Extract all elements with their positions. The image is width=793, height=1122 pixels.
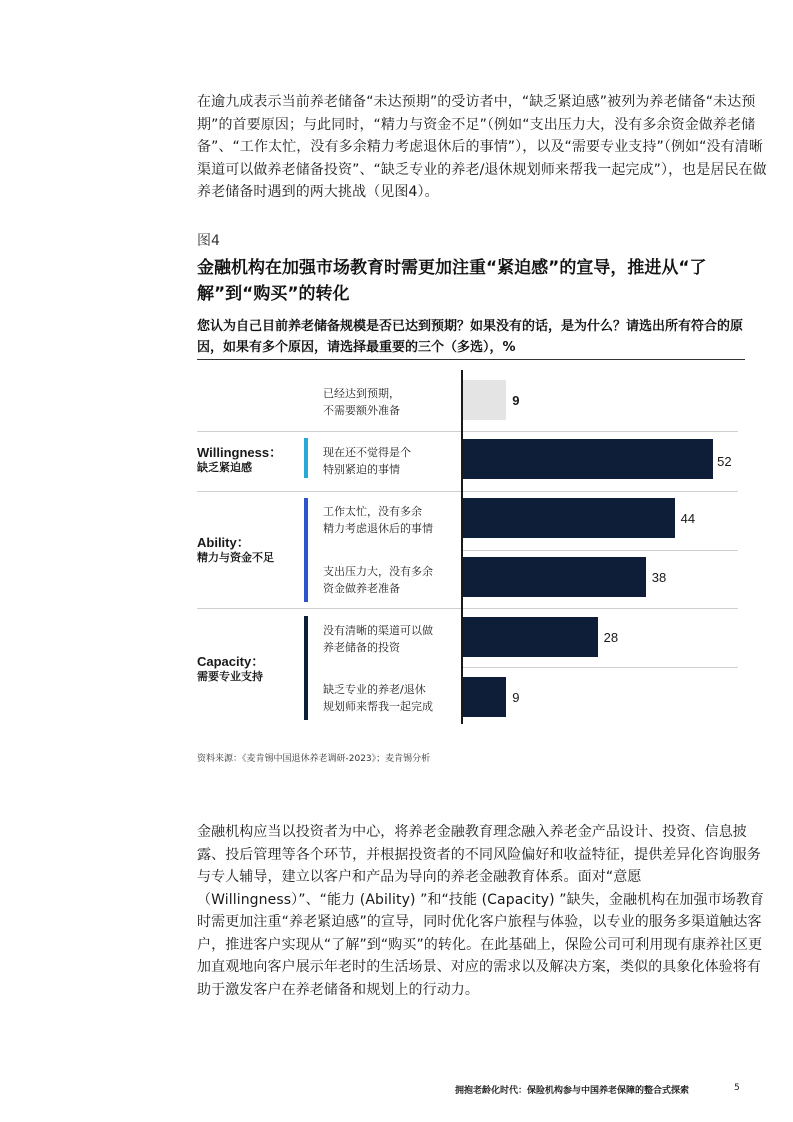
group-label-zh: 需要专业支持 xyxy=(197,670,263,683)
category-label-line: 支出压力大，没有多余 xyxy=(323,565,433,578)
footer-title: 拥抱老龄化时代：保险机构参与中国养老保障的整合式探索 xyxy=(455,1086,690,1096)
group-separator xyxy=(197,608,463,609)
bar-value-label: 52 xyxy=(717,454,732,469)
group-label-zh: 精力与资金不足 xyxy=(197,551,274,564)
group-label-zh: 缺乏紧迫感 xyxy=(197,461,252,474)
category-label-line: 资金做养老准备 xyxy=(323,582,400,595)
bar-value-label: 9 xyxy=(512,690,520,705)
figure-title: 金融机构在加强市场教育时需更加注重“紧迫感”的宣导，推进从“了解”到“购买”的转化 xyxy=(197,258,707,304)
category-label-line: 工作太忙，没有多余 xyxy=(323,505,422,518)
bar xyxy=(463,380,506,420)
category-label xyxy=(323,385,400,419)
category-label-line: 规划师来帮我一起完成 xyxy=(323,700,433,713)
bar xyxy=(463,617,598,657)
category-label-line: 已经达到预期， xyxy=(323,387,400,400)
question-underline xyxy=(197,359,745,360)
bar xyxy=(463,439,713,479)
category-label xyxy=(323,681,433,715)
category-label-line: 不需要额外准备 xyxy=(323,404,400,417)
category-label-line: 现在还不觉得是个 xyxy=(323,446,411,459)
category-label xyxy=(323,503,433,537)
category-label-line: 没有清晰的渠道可以做 xyxy=(323,624,433,637)
category-label xyxy=(323,444,411,478)
group-label-ability xyxy=(197,535,274,565)
category-label xyxy=(323,563,433,597)
category-label-line: 精力考虑退休后的事情 xyxy=(323,522,433,535)
body-paragraph: 金融机构应当以投资者为中心，将养老金融教育理念融入养老金产品设计、投资、信息披露、投后管理等各个环节，并根据投资者的不同风险偏好和收益特征，提供差异化咨询服务与专人辅导，建立以客户和产品为导向的养老金融教育体系。面对“意愿（Willingness）”、“能力 (Ability) ”和“技能 (Capacity) ”缺失，金融机构在加强市场教育时需更加注重“养老紧迫感”的宣导，同时优化客户旅程与体验，以专业的服务多渠道触达客户，推进客户实现从“了解”到“购买”的转化。在此基础上，保险公司可利用现有康养社区更加直观地向客户展示年老时的生活场景、对应的需求以及解决方案，类似的具象化体验将有助于激发客户在养老储备和规划上的行动力。 xyxy=(197,824,765,998)
bar-value-label: 44 xyxy=(680,511,696,526)
group-label-en: Ability： xyxy=(197,535,250,550)
category-label-line: 缺乏专业的养老/退休 xyxy=(323,683,426,696)
group-label-en: Capacity： xyxy=(197,654,265,669)
intro-paragraph: 在逾九成表示当前养老储备“未达预期”的受访者中，“缺乏紧迫感”被列为养老储备“未达预期”的首要原因；与此同时，“精力与资金不足”（例如“支出压力大，没有多余资金做养老储备”、“工作太忙，没有多余精力考虑退休后的事情”），以及“需要专业支持”（例如“没有清晰渠道可以做养老储备投资”、“缺乏专业的养老/退休规划师来帮我一起完成”），也是居民在做养老储备时遇到的两大挑战（见图4）。 xyxy=(197,94,767,200)
chart-baseline xyxy=(461,370,463,724)
bar-value-label: 9 xyxy=(512,393,520,408)
group-accent-bar xyxy=(304,616,308,720)
source-note: 资料来源：《麦肯锡中国退休养老调研-2023》；麦肯锡分析 xyxy=(197,754,431,764)
category-label xyxy=(323,622,433,656)
survey-question: 您认为自己目前养老储备规模是否已达到预期？如果没有的话，是为什么？请选出所有符合的原因，如果有多个原因，请选择最重要的三个（多选），% xyxy=(197,319,744,355)
bar-value-label: 38 xyxy=(651,570,667,585)
bar xyxy=(463,498,675,538)
row-separator xyxy=(463,550,738,551)
group-label-en: Willingness： xyxy=(197,445,283,460)
row-separator xyxy=(463,431,738,432)
group-separator xyxy=(197,491,463,492)
group-label-willingness xyxy=(197,445,282,475)
row-separator xyxy=(463,608,738,609)
figure-number: 图4 xyxy=(197,233,220,249)
group-label-capacity xyxy=(197,654,264,684)
row-separator xyxy=(463,491,738,492)
page-number: 5 xyxy=(734,1083,740,1093)
group-accent-bar xyxy=(304,498,308,602)
group-separator xyxy=(197,431,463,432)
category-label-line: 养老储备的投资 xyxy=(323,641,400,654)
bar-value-label: 28 xyxy=(603,630,619,645)
row-separator xyxy=(463,667,738,668)
bar xyxy=(463,557,646,597)
bar xyxy=(463,677,506,717)
group-accent-bar xyxy=(304,438,308,478)
category-label-line: 特别紧迫的事情 xyxy=(323,463,400,476)
